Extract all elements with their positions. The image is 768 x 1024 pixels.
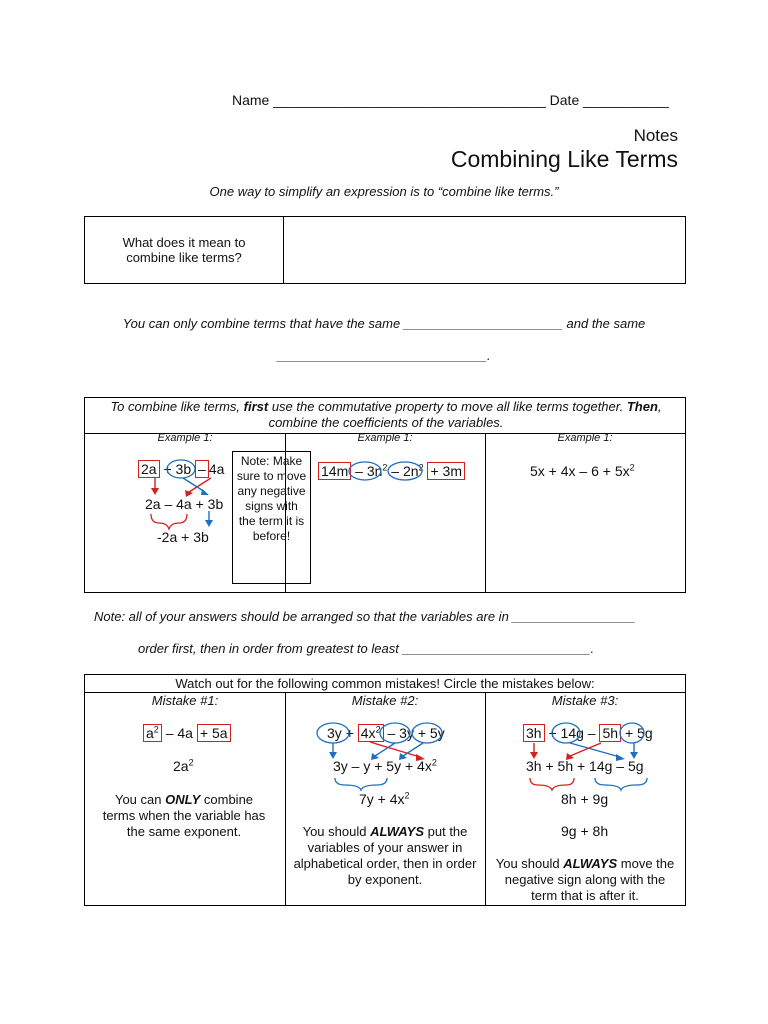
steps-instructions: To combine like terms, first use the commutative property to move all like terms together. Then, combine the coefficients of the variables.	[110, 399, 662, 430]
mistake2-tip: You should ALWAYS put the variables of your answer in alphabetical order, then in order by exponent.	[293, 824, 477, 887]
question-box	[84, 216, 686, 284]
example2-expression: $14m - 3n^2 - 2n^2 + 3m$	[318, 463, 465, 479]
example1-line2: 2a – 4a + 3b	[145, 496, 224, 512]
date-label: Date	[549, 92, 580, 108]
mistakes-table	[84, 674, 686, 906]
example-label-1: Example 1:	[157, 432, 213, 444]
fill-blank-a[interactable]: ______________________	[403, 316, 563, 331]
example1-expression: 2a + 3b – 4a	[138, 461, 224, 477]
intro-text: One way to simplify an expression is to “combine like terms.”	[209, 184, 559, 199]
notes-label: Notes	[633, 126, 678, 145]
example3-expression: $5x + 4x - 6 + 5x^2$	[530, 462, 635, 479]
steps-table	[84, 397, 686, 593]
mistake3-line3: 8h + 9g	[561, 791, 609, 807]
mistake-label-1: Mistake #1:	[151, 693, 219, 708]
fill-in-line-3: order first, then in order from greatest to least __________________________.	[138, 641, 595, 656]
answer-area[interactable]	[284, 217, 685, 283]
term-3b: 3b	[175, 461, 192, 477]
fill-blank-d[interactable]: __________________________.	[402, 641, 595, 656]
mistake3-line4: 9g + 8h	[561, 823, 609, 839]
mistake3-line2: 3h + 5h + 14g – 5g	[526, 758, 644, 774]
mistake3-expression[interactable]: 3h + 14g – 5h + 5g	[523, 725, 653, 741]
fill-text-b: and the same	[566, 316, 646, 331]
example-label-3: Example 1:	[557, 432, 613, 444]
question-text: What does it mean to combine like terms?	[122, 235, 246, 265]
mistake-label-2: Mistake #2:	[351, 693, 419, 708]
mistake1-tip: You can ONLY combine terms when the variable has the same exponent.	[102, 792, 266, 839]
name-blank[interactable]: ___________________________________	[273, 92, 546, 108]
note-box: Note: Make sure to move any negative signs with the term it is before!	[232, 451, 311, 584]
mistake2-line2: $3y - y + 5y + 4x^2$	[333, 757, 437, 774]
example1-line3: -2a + 3b	[157, 529, 209, 545]
mistake2-expression[interactable]: $3y + 4x^2 - 3y + 5y$	[327, 724, 445, 741]
name-date-line	[232, 92, 669, 108]
page-title: Combining Like Terms	[450, 146, 678, 172]
fill-in-line-1	[0, 316, 768, 331]
term-4a: –	[195, 460, 209, 478]
term-2a: 2a	[138, 460, 160, 478]
date-blank[interactable]: ___________	[583, 92, 669, 108]
mistakes-heading: Watch out for the following common mistakes! Circle the mistakes below:	[175, 676, 595, 691]
mistake2-line3: $7y + 4x^2$	[359, 790, 410, 807]
mistake1-expression[interactable]: $a^2 - 4a + 5a$	[143, 725, 231, 741]
example2-circles	[85, 398, 485, 594]
example-label-2: Example 1:	[357, 432, 413, 444]
mistake1-answer: $2a^2$	[173, 757, 194, 774]
fill-text-a: You can only combine terms that have the same	[122, 316, 401, 331]
mistake3-tip: You should ALWAYS move the negative sign along with the term that is after it.	[495, 856, 675, 903]
fill-blank-c[interactable]: _________________	[512, 609, 636, 624]
name-label: Name	[232, 92, 270, 108]
mistake-label-3: Mistake #3:	[551, 693, 619, 708]
fill-in-line-2: Note: all of your answers should be arranged so that the variables are in _________________	[94, 609, 636, 624]
fill-blank-b[interactable]: _____________________________.	[277, 348, 491, 363]
